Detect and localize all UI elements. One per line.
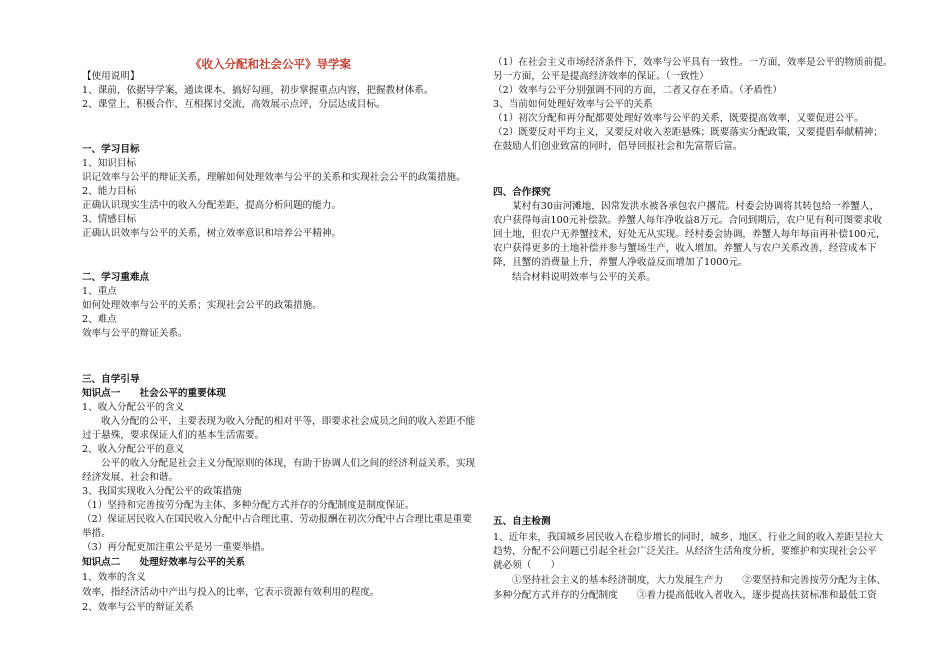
- handling-heading: 3、当前如何处理好效率与公平的关系: [493, 99, 653, 110]
- quiz-q1-line-1: 1、近年来，我国城乡居民收入在稳步增长的同时，城乡、地区、行业之间的收入差距呈拉大: [493, 532, 883, 543]
- key-point-text: 如何处理效率与公平的关系；实现社会公平的政策措施。: [82, 300, 322, 311]
- section-4-heading: 四、合作探究: [493, 187, 551, 198]
- kp2-item-1: 1、效率的含义: [82, 572, 146, 583]
- section-3-heading: 三、自学引导: [82, 374, 140, 385]
- knowledge-point-2: 知识点二 处理好效率与公平的关系: [82, 557, 246, 568]
- kp1-item-3-3: （3）再分配更加注重公平是另一重要举措。: [82, 542, 271, 553]
- kp1-item-2-text-a: 公平的收入分配是社会主义分配原则的体现，有助于协调人们之间的经济利益关系，实现: [101, 458, 476, 469]
- difficulty-text: 效率与公平的辩证关系。: [82, 328, 188, 339]
- knowledge-goal-text: 识记效率与公平的辩证关系，理解如何处理效率与公平的关系和实现社会公平的政策措施。: [82, 172, 466, 183]
- quiz-q1-line-3: 就必须（ ）: [493, 560, 561, 571]
- kp1-item-1-text-b: 过于悬殊，要求保证人们的基本生活需要。: [82, 430, 265, 441]
- kp2-item-1-text: 效率，指经济活动中产出与投入的比率，它表示资源有效利用的程度。: [82, 587, 380, 598]
- quiz-options-line-1: ①坚持社会主义的基本经济制度，大力发展生产力 ②要坚持和完善按劳分配为主体、: [512, 575, 887, 586]
- handling-2a: （2）既要反对平均主义，又要反对收入差距悬殊；既要落实分配政策，又要提倡奉献精神；: [493, 127, 883, 138]
- kp1-item-2-text-b: 经济发展、社会和谐。: [82, 472, 178, 483]
- quiz-options-line-2: 多种分配方式并存的分配制度 ③着力提高低收入者收入，逐步提高扶贫标准和最低工资: [493, 590, 877, 601]
- key-point-label: 1、重点: [82, 286, 117, 297]
- knowledge-goal-label: 1、知识目标: [82, 158, 137, 169]
- handling-2b: 在鼓励人们创业致富的同时，倡导回报社会和先富帮后富。: [493, 141, 743, 152]
- relation-2: （2）效率与公平分别强调不同的方面，二者又存在矛盾。（矛盾性）: [493, 85, 783, 96]
- quiz-q1-line-2: 趋势，分配不公问题已引起全社会广泛关注。从经济生活角度分析，要维护和实现社会公平: [493, 546, 877, 557]
- emotion-goal-label: 3、情感目标: [82, 214, 137, 225]
- relation-1a: （1）在社会主义市场经济条件下，效率与公平具有一致性。一方面，效率是公平的物质前提。: [493, 57, 893, 68]
- case-line-3: 回土地，但农户无养蟹技术，好处无从实现。经村委会协调，养蟹人每年每亩再补偿100元，: [493, 229, 886, 240]
- section-2-heading: 二、学习重难点: [82, 272, 150, 283]
- kp1-item-3-2b: 举措。: [82, 528, 111, 539]
- kp1-item-3: 3、我国实现收入分配公平的政策措施: [82, 486, 242, 497]
- knowledge-point-1: 知识点一 社会公平的重要体现: [82, 388, 226, 399]
- case-line-1: 某村有30亩河滩地，因常发洪水被各承包农户撂荒。村委会协调将其转包给一养蟹人，: [512, 201, 880, 212]
- usage-heading: 【使用说明】: [82, 71, 140, 82]
- section-1-heading: 一、学习目标: [82, 144, 140, 155]
- case-line-2: 农户获得每亩100元补偿款。养蟹人每年净收益8万元。合同到期后，农户见有利可图要求收: [493, 215, 882, 226]
- kp1-item-1: 1、收入分配公平的含义: [82, 402, 185, 413]
- case-line-4: 农户获得更多的土地补偿并参与蟹场生产，收入增加。养蟹人与农户关系改善，经营成本下: [493, 243, 877, 254]
- kp1-item-2: 2、收入分配公平的意义: [82, 444, 185, 455]
- kp1-item-1-text-a: 收入分配的公平，主要表现为收入分配的相对平等，即要求社会成员之间的收入差距不能: [101, 416, 476, 427]
- page-title: 《收入分配和社会公平》导学案: [190, 57, 351, 71]
- kp1-item-3-1: （1）坚持和完善按劳分配为主体、多种分配方式并存的分配制度是制度保证。: [82, 500, 415, 511]
- ability-goal-label: 2、能力目标: [82, 186, 137, 197]
- relation-1b: 另一方面，公平是提高经济效率的保证。（一致性）: [493, 71, 709, 82]
- handling-1: （1）初次分配和再分配都要处理好效率与公平的关系，既要提高效率，又要促进公平。: [493, 113, 864, 124]
- kp1-item-3-2a: （2）保证居民收入在国民收入分配中占合理比重、劳动报酬在初次分配中占合理比重是重要: [82, 514, 472, 525]
- kp2-item-2: 2、效率与公平的辩证关系: [82, 602, 194, 613]
- ability-goal-text: 正确认识现实生活中的收入分配差距，提高分析问题的能力。: [82, 200, 342, 211]
- section-5-heading: 五、自主检测: [493, 516, 551, 527]
- usage-item-2: 2、课堂上，积极合作，互相探讨交流，高效展示点评，分层达成目标。: [82, 99, 386, 110]
- usage-item-1: 1、课前，依据导学案，通读课本，搞好勾画，初步掌握重点内容，把握教材体系。: [82, 85, 434, 96]
- case-question: 结合材料说明效率与公平的关系。: [512, 272, 656, 283]
- difficulty-label: 2、难点: [82, 314, 117, 325]
- emotion-goal-text: 正确认识效率与公平的关系，树立效率意识和培养公平精神。: [82, 228, 342, 239]
- case-line-5: 降，且蟹的消费量上升，养蟹人净收益反而增加了1000元。: [493, 257, 748, 268]
